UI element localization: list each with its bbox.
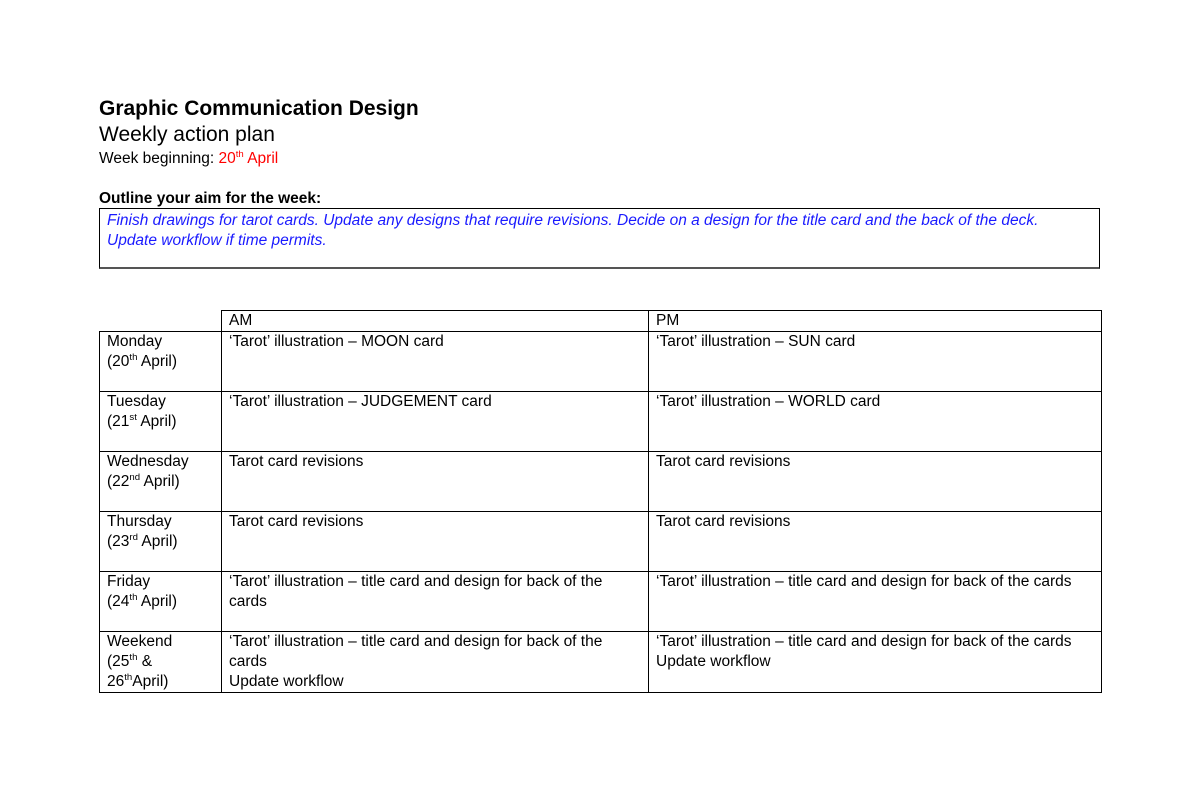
table-row [100, 392, 1102, 452]
am-task: Update workflow [229, 673, 344, 690]
day-name: Weekend [107, 633, 173, 650]
date-date-pre: (25 [107, 653, 130, 670]
date-date-post: April) [136, 413, 177, 430]
day-name: Monday [107, 333, 163, 350]
pm-task: Tarot card revisions [656, 513, 791, 530]
day-cell [100, 332, 222, 392]
date-date-sup: th [129, 651, 138, 663]
pm-cell [649, 572, 1102, 632]
day-name: Wednesday [107, 453, 189, 470]
day-date [107, 412, 214, 432]
am-task: ‘Tarot’ illustration – MOON card [229, 333, 444, 350]
am-task: Tarot card revisions [229, 513, 364, 530]
week-label: Week beginning: [99, 150, 219, 167]
am-task: Tarot card revisions [229, 453, 364, 470]
day-name: Thursday [107, 513, 172, 530]
am-cell [222, 572, 649, 632]
week-day: 20 [218, 150, 236, 167]
table-row [100, 512, 1102, 572]
document-subtitle: Weekly action plan [99, 123, 275, 146]
day-name: Tuesday [107, 393, 166, 410]
day-date [107, 352, 214, 372]
am-task: ‘Tarot’ illustration – JUDGEMENT card [229, 393, 492, 410]
date-date-pre: (21 [107, 413, 130, 430]
pm-task: Tarot card revisions [656, 453, 791, 470]
date-date-pre: (22 [107, 473, 130, 490]
day-cell [100, 452, 222, 512]
pm-task: ‘Tarot’ illustration – title card and design for back of the cards [656, 573, 1072, 590]
date-date-sup: st [129, 411, 137, 423]
table-header-row [100, 311, 1102, 332]
day-date [107, 532, 214, 552]
week-date [219, 150, 279, 167]
date-date-mid: & 26 [107, 653, 153, 690]
day-cell [100, 572, 222, 632]
date-date-pre: (20 [107, 353, 130, 370]
day-date [107, 652, 214, 692]
date-date-sup: th [129, 351, 138, 363]
table-row [100, 452, 1102, 512]
am-cell [222, 332, 649, 392]
date-date-post: April) [140, 473, 180, 490]
aim-heading: Outline your aim for the week: [99, 190, 322, 207]
am-cell [222, 452, 649, 512]
day-cell [100, 632, 222, 693]
am-cell [222, 632, 649, 693]
am-task: ‘Tarot’ illustration – title card and design for back of the cards [229, 633, 603, 670]
day-date [107, 472, 214, 492]
header-am: AM [222, 311, 649, 332]
date-date-sup2: th [124, 671, 133, 683]
header-blank-cell [100, 311, 222, 332]
pm-task: ‘Tarot’ illustration – title card and design for back of the cards [656, 633, 1072, 650]
weekly-plan-table [99, 310, 1102, 693]
date-date-pre: (24 [107, 593, 130, 610]
pm-cell [649, 392, 1102, 452]
pm-task: ‘Tarot’ illustration – WORLD card [656, 393, 881, 410]
date-date-post: April) [132, 673, 169, 690]
pm-task: Update workflow [656, 653, 771, 670]
date-date-sup: nd [129, 471, 141, 483]
pm-cell [649, 452, 1102, 512]
week-month: April [243, 150, 279, 167]
week-beginning [99, 150, 278, 168]
pm-cell [649, 632, 1102, 693]
aim-box [99, 208, 1100, 269]
date-date-sup: rd [129, 531, 138, 543]
pm-cell [649, 332, 1102, 392]
aim-text: Finish drawings for tarot cards. Update any designs that require revisions. Decide on a design for the title card and the back of the deck. Update workflow if time permits. [107, 212, 1039, 249]
date-date-post: April) [137, 593, 178, 610]
date-date-post: April) [137, 533, 178, 550]
day-date [107, 592, 214, 612]
pm-task: ‘Tarot’ illustration – SUN card [656, 333, 856, 350]
week-day-suffix: th [235, 148, 244, 160]
document-title: Graphic Communication Design [99, 97, 419, 120]
header-pm: PM [649, 311, 1102, 332]
am-cell [222, 392, 649, 452]
table-row [100, 632, 1102, 693]
am-cell [222, 512, 649, 572]
day-name: Friday [107, 573, 151, 590]
date-date-sup: th [129, 591, 138, 603]
day-cell [100, 512, 222, 572]
table-row [100, 572, 1102, 632]
date-date-post: April) [137, 353, 178, 370]
day-cell [100, 392, 222, 452]
pm-cell [649, 512, 1102, 572]
am-task: ‘Tarot’ illustration – title card and design for back of the cards [229, 573, 603, 610]
date-date-pre: (23 [107, 533, 130, 550]
table-row [100, 332, 1102, 392]
